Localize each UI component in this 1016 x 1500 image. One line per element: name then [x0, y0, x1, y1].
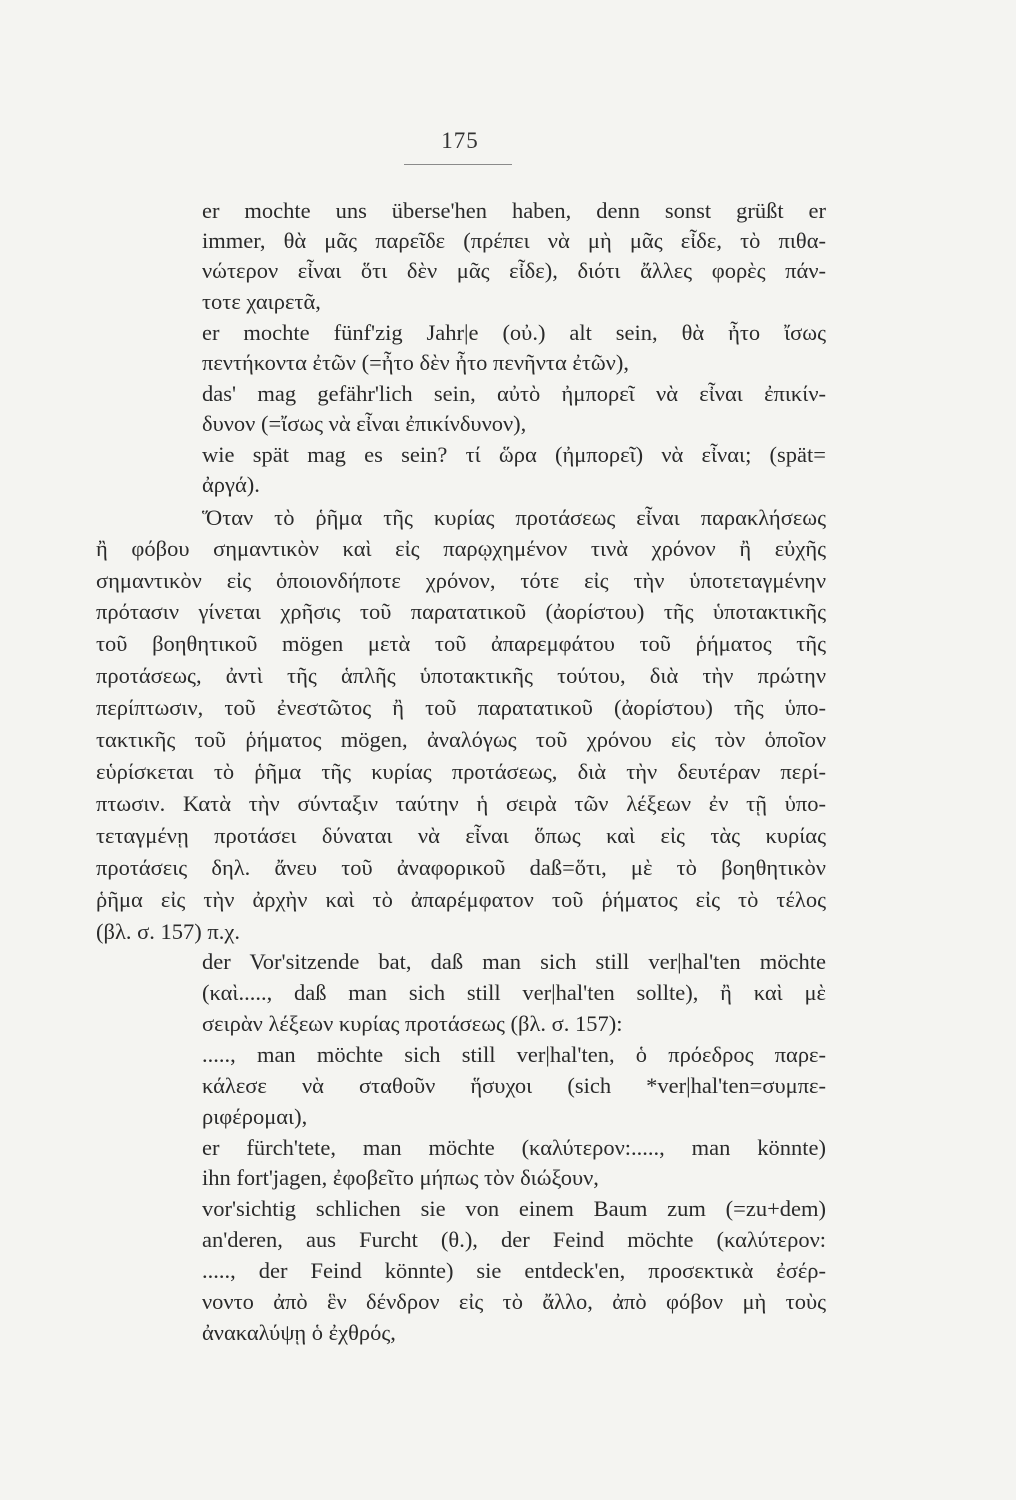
text-line: σημαντικὸν εἰς ὁποιονδήποτε χρόνον, τότε εἰς τὴν ὑποτεταγμένην: [96, 568, 826, 593]
text-line: πεντήκοντα ἐτῶν (=ἦτο δὲν ἦτο πενῆντα ἐτῶν),: [202, 350, 629, 375]
text-line: (καὶ....., daß man sich still ver|hal'ten sollte), ἢ καὶ μὲ: [202, 980, 826, 1005]
text-line: ἢ φόβου σημαντικὸν καὶ εἰς παρῳχημένον τινὰ χρόνον ἢ εὐχῆς: [96, 536, 826, 561]
text-line: ἀνακαλύψῃ ὁ ἐχθρός,: [202, 1320, 396, 1345]
text-line: vor'sichtig schlichen sie von einem Baum zum (=zu+dem): [202, 1196, 826, 1221]
text-line: ῥῆμα εἰς τὴν ἀρχὴν καὶ τὸ ἀπαρέμφατον τοῦ ῥήματος εἰς τὸ τέλος: [96, 887, 826, 912]
text-line: τεταγμένῃ προτάσει δύναται νὰ εἶναι ὅπως καὶ εἰς τὰς κυρίας: [96, 823, 826, 848]
text-line: τοῦ βοηθητικοῦ mögen μετὰ τοῦ ἀπαρεμφάτου τοῦ ῥήματος τῆς: [96, 631, 826, 656]
text-line: εὑρίσκεται τὸ ῥῆμα τῆς κυρίας προτάσεως, διὰ τὴν δευτέραν περί-: [96, 759, 826, 784]
text-line: νώτερον εἶναι ὅτι δὲν μᾶς εἶδε), διότι ἄλλες φορὲς πάν-: [202, 258, 826, 283]
text-line: er mochte uns überse'hen haben, denn sonst grüßt er: [202, 198, 826, 223]
text-line: ....., man möchte sich still ver|hal'ten, ὁ πρόεδρος παρε-: [202, 1042, 826, 1067]
text-line: immer, θὰ μᾶς παρεῖδε (πρέπει νὰ μὴ μᾶς εἶδε, τὸ πιθα-: [202, 228, 826, 253]
text-line: der Vor'sitzende bat, daß man sich still ver|hal'ten möchte: [202, 949, 826, 974]
text-line: τακτικῆς τοῦ ῥήματος mögen, ἀναλόγως τοῦ χρόνου εἰς τὸν ὁποῖον: [96, 727, 826, 752]
text-line: σειρὰν λέξεων κυρίας προτάσεως (βλ. σ. 157):: [202, 1011, 623, 1036]
text-line: ἀργά).: [202, 472, 260, 497]
text-line: er fürch'tete, man möchte (καλύτερον:....., man könnte): [202, 1135, 826, 1160]
text-line: προτάσεις δηλ. ἄνευ τοῦ ἀναφορικοῦ daß=ὅτι, μὲ τὸ βοηθητικὸν: [96, 855, 826, 880]
text-line: πρότασιν γίνεται χρῆσις τοῦ παρατατικοῦ (ἀορίστου) τῆς ὑποτακτικῆς: [96, 599, 826, 624]
text-line: ριφέρομαι),: [202, 1104, 308, 1129]
page-number: 175: [441, 128, 479, 153]
text-line: νοντο ἀπὸ ἓν δένδρον εἰς τὸ ἄλλο, ἀπὸ φόβον μὴ τοὺς: [202, 1289, 826, 1314]
text-line: περίπτωσιν, τοῦ ἐνεστῶτος ἢ τοῦ παρατατικοῦ (ἀορίστου) τῆς ὑπο-: [96, 695, 826, 720]
text-line: wie spät mag es sein? τί ὥρα (ἠμπορεῖ) νὰ εἶναι; (spät=: [202, 442, 826, 467]
text-line: ihn fort'jagen, ἐφοβεῖτο μήπως τὸν διώξουν,: [202, 1165, 599, 1190]
text-line: er mochte fünf'zig Jahr|e (οὐ.) alt sein, θὰ ἦτο ἴσως: [202, 320, 826, 345]
text-line: πτωσιν. Κατὰ τὴν σύνταξιν ταύτην ἡ σειρὰ τῶν λέξεων ἐν τῇ ὑπο-: [96, 791, 826, 816]
text-line: προτάσεως, ἀντὶ τῆς ἁπλῆς ὑποτακτικῆς τούτου, διὰ τὴν πρώτην: [96, 663, 826, 688]
text-line: Ὅταν τὸ ῥῆμα τῆς κυρίας προτάσεως εἶναι παρακλήσεως: [202, 505, 826, 530]
text-line: δυνον (=ἴσως νὰ εἶναι ἐπικίνδυνον),: [202, 411, 527, 436]
page-number-rule: [404, 164, 512, 165]
text-line: τοτε χαιρετᾶ,: [202, 289, 321, 314]
text-line: an'deren, aus Furcht (θ.), der Feind möchte (καλύτερον:: [202, 1227, 826, 1252]
text-line: (βλ. σ. 157) π.χ.: [96, 919, 240, 944]
text-line: κάλεσε νὰ σταθοῦν ἥσυχοι (sich *ver|hal'ten=συμπε-: [202, 1073, 826, 1098]
text-line: ....., der Feind könnte) sie entdeck'en, προσεκτικὰ ἐσέρ-: [202, 1258, 826, 1283]
text-line: das' mag gefähr'lich sein, αὐτὸ ἠμπορεῖ νὰ εἶναι ἐπικίν-: [202, 381, 826, 406]
